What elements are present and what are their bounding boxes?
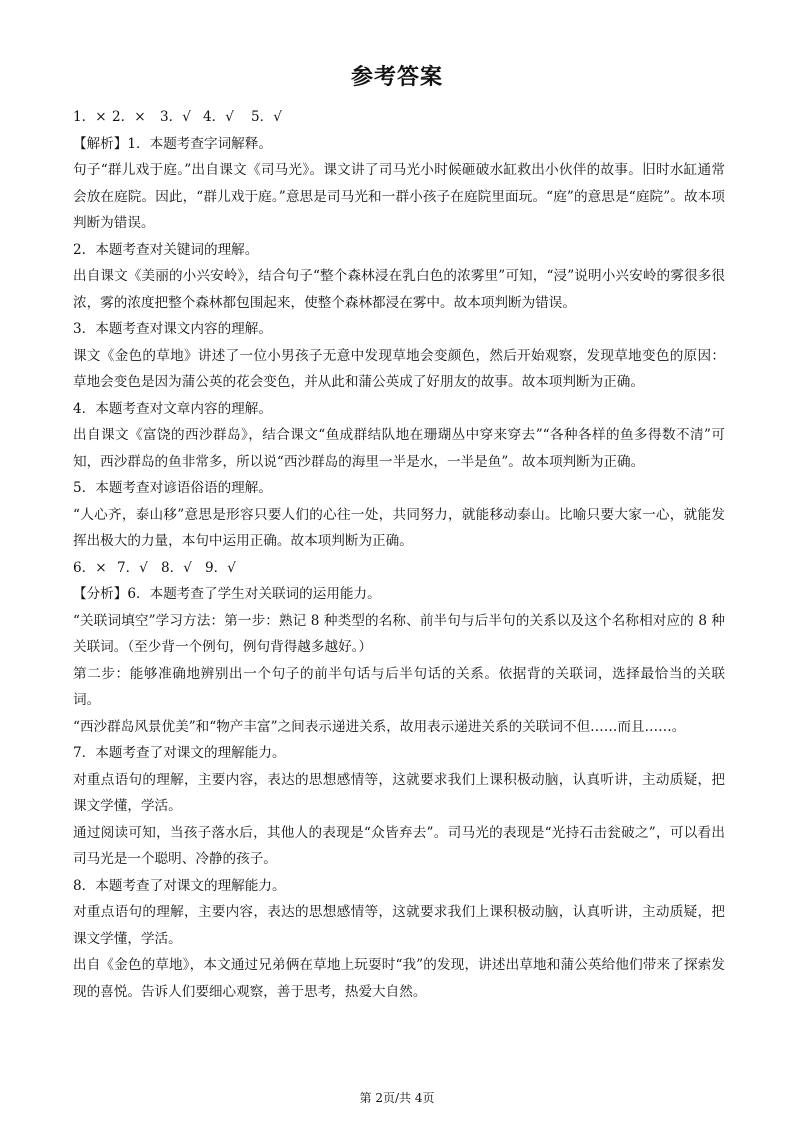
answer-item: 6．× [73,559,107,576]
paragraph: 3．本题考查对课文内容的理解。 [73,321,272,337]
paragraph: 出自课文《美丽的小兴安岭》，结合句子“整个森林浸在乳白色的浓雾里”可知，“浸”说明小兴安岭的雾很多很浓，雾的浓度把整个森林都包围起来，使整个森林都浸在雾中。故本项判断为错误。 [73,268,725,311]
answer-item: 1．× [73,109,107,125]
paragraph: 出自《金色的草地》，本文通过兄弟俩在草地上玩耍时“我”的发现，讲述出草地和蒲公英给他们带来了探索发现的喜悦。告诉人们要细心观察，善于思考，热爱大自然。 [73,957,725,1000]
paragraph: 4．本题考查对文章内容的理解。 [73,400,272,417]
answer-item: 4．√ [203,109,234,125]
paragraph: 8．本题考查了对课文的理解能力。 [73,877,286,894]
paragraph: 第二步：能够准确地辨别出一个句子的前半句话与后半句话的关系。依据背的关联词，选择最恰当的关联词。 [73,665,725,708]
paragraph: “西沙群岛风景优美”和“物产丰富”之间表示递进关系，故用表示递进关系的关联词不但……而且……。 [73,718,686,735]
paragraph: 7．本题考查了对课文的理解能力。 [73,745,286,761]
answer-item: 3．√ [160,109,191,125]
paragraph: 句子“群儿戏于庭。”出自课文《司马光》。课文讲了司马光小时候砸破水缸救出小伙伴的故事。旧时水缸通常会放在庭院。因此，“群儿戏于庭。”意思是司马光和一群小孩子在庭院里面玩。“庭”的意思是“庭院”。故本项判断为错误。 [73,162,725,231]
paragraph: 通过阅读可知，当孩子落水后，其他人的表现是“众皆弃去”。司马光的表现是“光持石击瓮破之”，可以看出司马光是一个聪明、冷静的孩子。 [73,824,725,867]
paragraph: 对重点语句的理解，主要内容，表达的思想感情等，这就要求我们上课积极动脑，认真听讲，主动质疑，把课文学懂，学活。 [73,904,725,947]
paragraph: 【解析】1．本题考查字词解释。 [73,135,272,152]
answer-item: 2．× [112,109,146,125]
paragraph: 课文《金色的草地》讲述了一位小男孩子无意中发现草地会变颜色，然后开始观察，发现草地变色的原因：草地会变色是因为蒲公英的花会变色，并从此和蒲公英成了好朋友的故事。故本项判断为正确。 [73,347,725,390]
answer-key-row-2 [73,555,725,582]
answer-item: 9．√ [205,559,236,576]
page-title: 参考答案 [350,65,443,90]
answer-item: 7．√ [117,559,148,576]
paragraph: 【分析】6．本题考查了学生对关联词的运用能力。 [73,586,381,602]
paragraph: 对重点语句的理解，主要内容，表达的思想感情等，这就要求我们上课积极动脑，认真听讲，主动质疑，把课文学懂，学活。 [73,771,725,814]
paragraph: 5．本题考查对谚语俗语的理解。 [73,480,272,496]
paragraph: “人心齐，泰山移”意思是形容只要人们的心往一处，共同努力，就能移动泰山。比喻只要大家一心，就能发挥出极大的力量，本句中运用正确。故本项判断为正确。 [73,506,725,549]
paragraph: 2．本题考查对关键词的理解。 [73,241,259,258]
paragraph: 出自课文《富饶的西沙群岛》，结合课文“鱼成群结队地在珊瑚丛中穿来穿去”“各种各样的鱼多得数不清”可知，西沙群岛的鱼非常多，所以说“西沙群岛的海里一半是水，一半是鱼”。故本项判断为正确。 [73,427,725,470]
answer-content [73,104,725,1005]
answer-item: 5．√ [251,109,282,125]
paragraph: “关联词填空”学习方法：第一步：熟记 8 种类型的名称、前半句与后半句的关系以及这个名称相对应的 8 种关联词。（至少背一个例句，例句背得越多越好。） [73,612,725,655]
answer-key-row-1 [73,104,725,131]
answer-item: 8．√ [161,559,192,576]
page-number-footer: 第 2页/共 4页 [359,1091,435,1105]
